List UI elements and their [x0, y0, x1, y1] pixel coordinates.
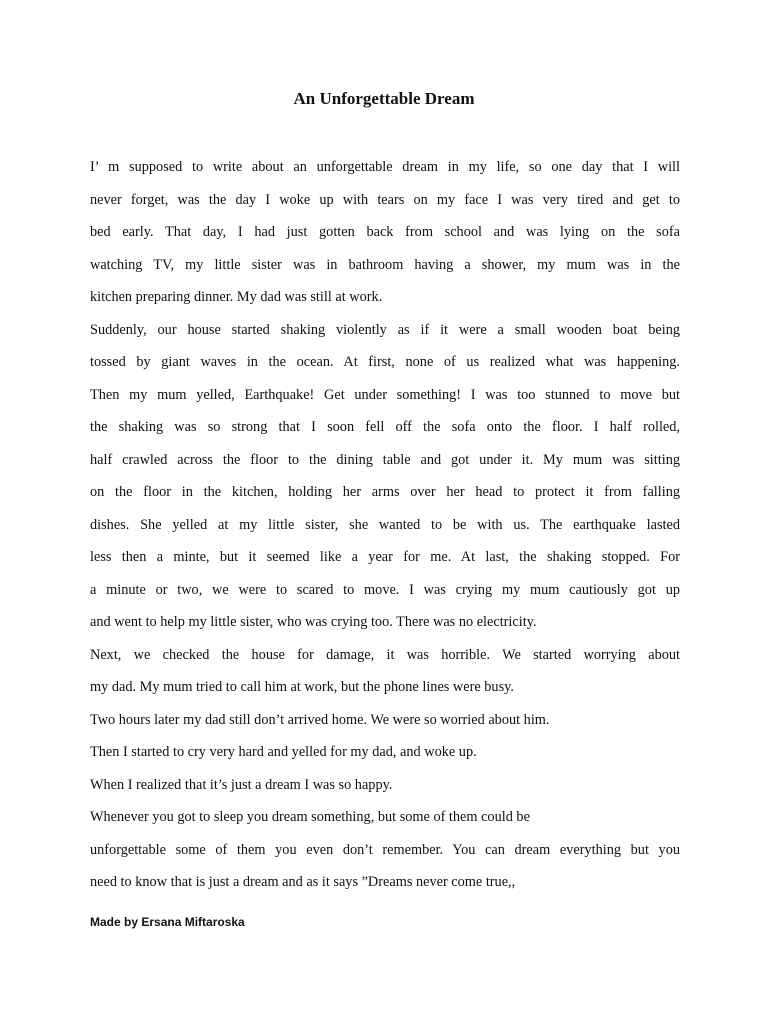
essay-line: kitchen preparing dinner. My dad was still at work. [90, 289, 383, 305]
essay-line: Then I started to cry very hard and yelled for my dad, and woke up. [90, 744, 477, 760]
essay-line: less then a minte, but it seemed like a year for me. At last, the shaking stopped. For [90, 549, 680, 565]
essay-line: a minute or two, we were to scared to move. I was crying my mum cautiously got up [90, 581, 680, 598]
essay-line: watching TV, my little sister was in bathroom having a shower, my mum was in the [90, 256, 680, 273]
author-credit: Made by Ersana Miftaroska [90, 915, 245, 929]
essay-line: half crawled across the floor to the dining table and got under it. My mum was sitting [90, 451, 680, 468]
essay-line: and went to help my little sister, who was crying too. There was no electricity. [90, 614, 537, 630]
essay-body [90, 154, 680, 902]
essay-line: I’ m supposed to write about an unforgettable dream in my life, so one day that I will [90, 159, 680, 175]
document-title: An Unforgettable Dream [293, 89, 475, 108]
essay-line: on the floor in the kitchen, holding her arms over her head to protect it from falling [90, 484, 680, 500]
essay-line: dishes. She yelled at my little sister, she wanted to be with us. The earthquake lasted [90, 516, 680, 533]
essay-line: Suddenly, our house started shaking violently as if it were a small wooden boat being [90, 321, 680, 338]
essay-line: Then my mum yelled, Earthquake! Get under something! I was too stunned to move but [90, 386, 680, 403]
essay-line: When I realized that it’s just a dream I was so happy. [90, 776, 393, 793]
essay-line: my dad. My mum tried to call him at work, but the phone lines were busy. [90, 679, 514, 695]
essay-line: the shaking was so strong that I soon fell off the sofa onto the floor. I half rolled, [90, 419, 680, 435]
essay-line: Whenever you got to sleep you dream something, but some of them could be [90, 809, 530, 825]
essay-line: unforgettable some of them you even don’t remember. You can dream everything but you [90, 841, 680, 858]
essay-line: Next, we checked the house for damage, it was horrible. We started worrying about [90, 646, 680, 663]
essay-line: need to know that is just a dream and as it says ”Dreams never come true,, [90, 874, 516, 890]
essay-line: bed early. That day, I had just gotten back from school and was lying on the sofa [90, 224, 680, 240]
essay-line: never forget, was the day I woke up with tears on my face I was very tired and get to [90, 191, 680, 208]
essay-line: Two hours later my dad still don’t arrived home. We were so worried about him. [90, 711, 550, 728]
essay-line: tossed by giant waves in the ocean. At first, none of us realized what was happening. [90, 354, 680, 370]
